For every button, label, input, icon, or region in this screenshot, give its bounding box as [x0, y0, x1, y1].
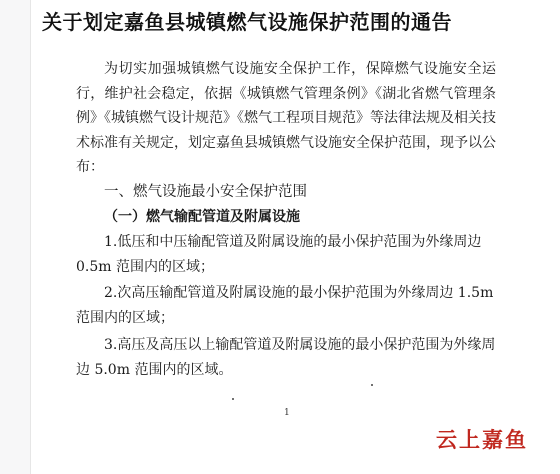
- watermark-logo: 云上嘉鱼: [436, 427, 528, 452]
- section-heading: 一、燃气设施最小安全保护范围: [104, 184, 307, 200]
- list-item: 2.次高压输配管道及附属设施的最小保护范围为外缘周边 1.5m 范围内的区域；: [76, 285, 494, 326]
- list-item: 1.低压和中压输配管道及附属设施的最小保护范围为外缘周边 0.5m 范围内的区域；: [76, 234, 482, 275]
- intro-paragraph: 为切实加强城镇燃气设施安全保护工作，保障燃气设施安全运行，维护社会稳定，依据《城镇燃气管理条例》《湖北省燃气管理条例》《城镇燃气设计规范》《燃气工程项目规范》等法律法规及相关技术标准有关规定，划定嘉鱼县城镇燃气设施安全保护范围，现予以公布：: [76, 61, 496, 175]
- document-title: 关于划定嘉鱼县城镇燃气设施保护范围的通告: [42, 10, 452, 34]
- scan-speck: [371, 384, 373, 386]
- subsection-heading: （一）燃气输配管道及附属设施: [104, 209, 300, 225]
- scan-speck: [232, 398, 234, 400]
- page-number: 1: [284, 408, 290, 418]
- list-item: 3.高压及高压以上输配管道及附属设施的最小保护范围为外缘周边 5.0m 范围内的区域。: [76, 337, 496, 378]
